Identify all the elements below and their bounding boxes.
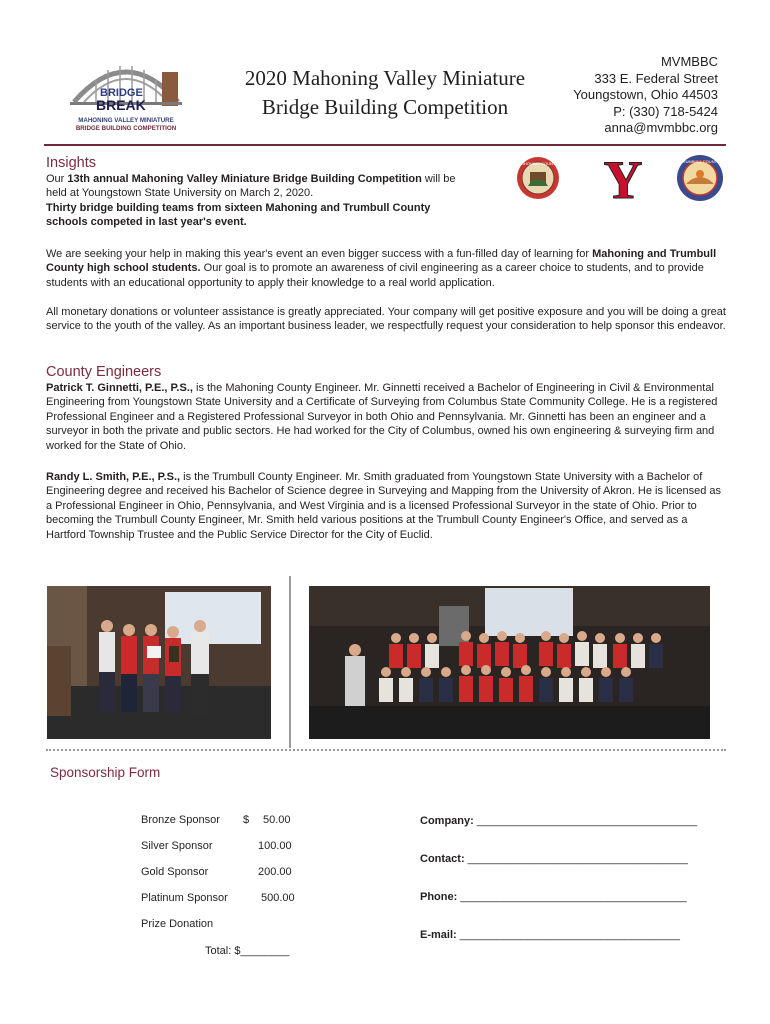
phone-field[interactable]	[420, 891, 687, 903]
engineer-smith-bio	[46, 470, 726, 542]
level-gold-label[interactable]: Gold Sponsor	[141, 866, 209, 878]
level-prize-donation-label[interactable]: Prize Donation	[141, 918, 214, 930]
company-label: Company:	[420, 815, 477, 827]
contact-label: Contact:	[420, 853, 468, 865]
ysu-letter: Y	[603, 152, 643, 202]
level-silver-amount: 100.00	[258, 840, 292, 852]
engineer-smith-text: is the Trumbull County Engineer. Mr. Smith graduated from Youngstown State University with a Bachelor of Engineering degree and received his Bachelor of Science degree in Surveying and Mapping from the University of Akron. He is licensed as a Professional Engineer in Ohio, Pennsylvania, and West Virginia and is a licensed Professional Surveyor in the state of Ohio. Prior to becoming the Trumbull County Engineer, Mr. Smith held various positions at the Trumbull County Engineer's Office, and served as a Hartford Township Trustee and the Public Service Director for the City of Euclid.	[46, 471, 722, 541]
logo-word-bridge: BRIDGE	[100, 87, 143, 99]
insights-p2-bold: Mahoning and Trumbull County high school students.	[46, 248, 717, 275]
insights-p1-a: Our	[46, 173, 68, 185]
insights-p1-b: will be held at Youngstown State University on March 2, 2020.	[46, 173, 456, 200]
bridge-break-logo	[66, 50, 186, 136]
email-field[interactable]	[420, 929, 680, 941]
city-state-zip: Youngstown, Ohio 44503	[573, 87, 718, 102]
trumbull-seal-text: TRUMBULL COUNTY	[680, 159, 720, 164]
total-field[interactable]: Total: $________	[205, 945, 290, 957]
email-line[interactable]: ____________________________________	[459, 929, 680, 941]
email-label: E-mail:	[420, 929, 460, 941]
ysu-logo-icon	[600, 152, 646, 202]
street-address: 333 E. Federal Street	[594, 70, 718, 86]
insights-paragraph-2	[46, 247, 726, 290]
section-divider	[46, 749, 726, 751]
header-divider	[44, 144, 726, 146]
level-gold-amount: 200.00	[258, 866, 292, 878]
level-platinum-amount: 500.00	[261, 892, 295, 904]
company-line[interactable]: ____________________________________	[476, 815, 698, 827]
insights-heading: Insights	[46, 155, 96, 171]
phone-line[interactable]: _____________________________________	[460, 891, 687, 903]
logo-caption-1: MAHONING VALLEY MINIATURE	[78, 117, 174, 124]
level-bronze-label[interactable]: Bronze Sponsor	[141, 814, 220, 826]
phone-number: P: (330) 718-5424	[613, 103, 718, 119]
insights-p1-bold-2: Thirty bridge building teams from sixteen Mahoning and Trumbull County schools competed in last year's event.	[46, 201, 431, 229]
company-field[interactable]	[420, 815, 697, 827]
insights-paragraph-3: All monetary donations or volunteer assistance is greatly appreciated. Your company will get positive exposure and you will be doing a great service to the youth of the valley. As an important business leader, we respectfully request your consideration to help sponsor this endeavor.	[46, 306, 726, 333]
engineer-smith-name: Randy L. Smith, P.E., P.S.,	[46, 471, 181, 483]
title-line-2: Bridge Building Competition	[261, 95, 509, 119]
level-bronze-amount: 50.00	[263, 814, 291, 826]
mahoning-county-seal-icon	[516, 156, 560, 200]
contact-field[interactable]	[420, 853, 688, 865]
sponsorship-form-title: Sponsorship Form	[50, 765, 161, 780]
group-photo	[309, 586, 710, 739]
contact-line[interactable]: ____________________________________	[467, 853, 688, 865]
address-block	[573, 54, 718, 137]
level-bronze-currency: $	[243, 814, 250, 826]
engineer-ginnetti-bio	[46, 381, 726, 453]
page-title	[230, 64, 540, 122]
insights-p1-bold: 13th annual Mahoning Valley Miniature Bridge Building Competition	[67, 173, 422, 185]
photo-divider	[289, 576, 291, 748]
engineer-ginnetti-name: Patrick T. Ginnetti, P.E., P.S.,	[46, 382, 193, 394]
county-engineers-heading: County Engineers	[46, 364, 162, 380]
award-photo	[47, 586, 271, 739]
org-name: MVMBBC	[660, 54, 718, 69]
logo-word-break: BREAK	[96, 97, 146, 113]
insights-p2-b: Our goal is to promote an awareness of civil engineering as a career choice to students, and to provide students with an educational opportunity to apply their knowledge to a real world application.	[46, 262, 704, 289]
email-address[interactable]: anna@mvmbbc.org	[604, 120, 718, 135]
title-line-1: 2020 Mahoning Valley Miniature	[244, 66, 526, 90]
level-platinum-label[interactable]: Platinum Sponsor	[141, 892, 228, 904]
level-silver-label[interactable]: Silver Sponsor	[141, 840, 213, 852]
logo-caption-2: BRIDGE BUILDING COMPETITION	[75, 125, 177, 132]
engineer-ginnetti-text: is the Mahoning County Engineer. Mr. Ginnetti received a Bachelor of Engineering in Civil & Environmental Engineering from Youngstown State University and a Certificate of Surveying from Columbus State Community College. He is a registered Professional Engineer and a Registered Professional Surveyor in both Ohio and Pennsylvania. Mr. Ginnetti has been an engineer and a surveyor in both the private and public sectors. He had worked for the City of Columbus, owned his own engineering & surveying firm and worked for the State of Ohio.	[46, 382, 718, 452]
trumbull-county-seal-icon	[676, 154, 724, 202]
phone-label: Phone:	[420, 891, 461, 903]
insights-paragraph-1	[46, 172, 456, 230]
mahoning-seal-text: MAHONING COUNTY	[518, 161, 558, 166]
insights-p2-a: We are seeking your help in making this year's event an even bigger success with a fun-filled day of learning for	[46, 248, 593, 260]
